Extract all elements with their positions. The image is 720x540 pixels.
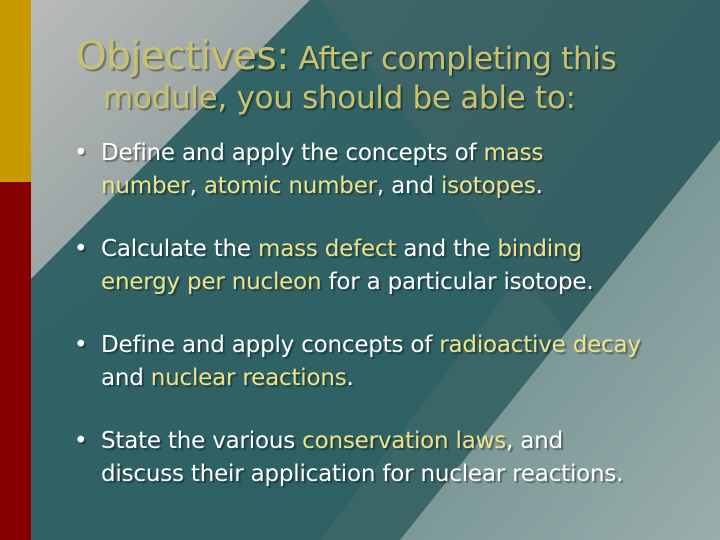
objective-text: for a particular isotope. xyxy=(321,269,594,295)
objective-item xyxy=(74,425,704,491)
title-objectives: Objectives: xyxy=(76,34,289,79)
highlighted-term: number xyxy=(101,173,190,199)
objective-text: State the various xyxy=(101,428,303,454)
objective-text: and the xyxy=(396,236,498,262)
highlighted-term: binding xyxy=(497,236,582,262)
objective-text: Define and apply the concepts of xyxy=(101,140,484,166)
title-line-2: module, you should be able to: xyxy=(103,80,576,116)
highlighted-term: conservation laws xyxy=(302,428,506,454)
gold-side-bar xyxy=(0,0,31,182)
objective-text: Calculate the xyxy=(101,236,258,262)
objective-text: and xyxy=(101,365,151,391)
objectives-list xyxy=(74,137,704,491)
highlighted-term: radioactive decay xyxy=(439,332,641,358)
highlighted-term: isotopes xyxy=(440,173,536,199)
highlighted-term: mass xyxy=(483,140,544,166)
objective-text: . xyxy=(346,365,354,391)
highlighted-term: atomic number xyxy=(203,173,377,199)
bullet-dot: • xyxy=(74,428,88,454)
bullet-dot: • xyxy=(74,140,88,166)
title-rest: After completing this xyxy=(288,41,617,77)
highlighted-term: energy per nucleon xyxy=(101,269,322,295)
bullet-dot: • xyxy=(74,332,88,358)
red-side-bar xyxy=(0,182,31,540)
objective-text: , and xyxy=(506,428,563,454)
objective-text: Define and apply concepts of xyxy=(101,332,440,358)
objective-text: . xyxy=(535,173,543,199)
objective-item xyxy=(74,233,704,299)
objective-item xyxy=(74,137,704,203)
title-line-1 xyxy=(76,34,617,79)
objective-text: , and xyxy=(376,173,441,199)
objective-item xyxy=(74,329,704,395)
highlighted-term: nuclear reactions xyxy=(150,365,347,391)
highlighted-term: mass defect xyxy=(258,236,397,262)
objective-text: discuss their application for nuclear reactions. xyxy=(101,461,624,487)
bullet-dot: • xyxy=(74,236,88,262)
objective-text: , xyxy=(189,173,204,199)
